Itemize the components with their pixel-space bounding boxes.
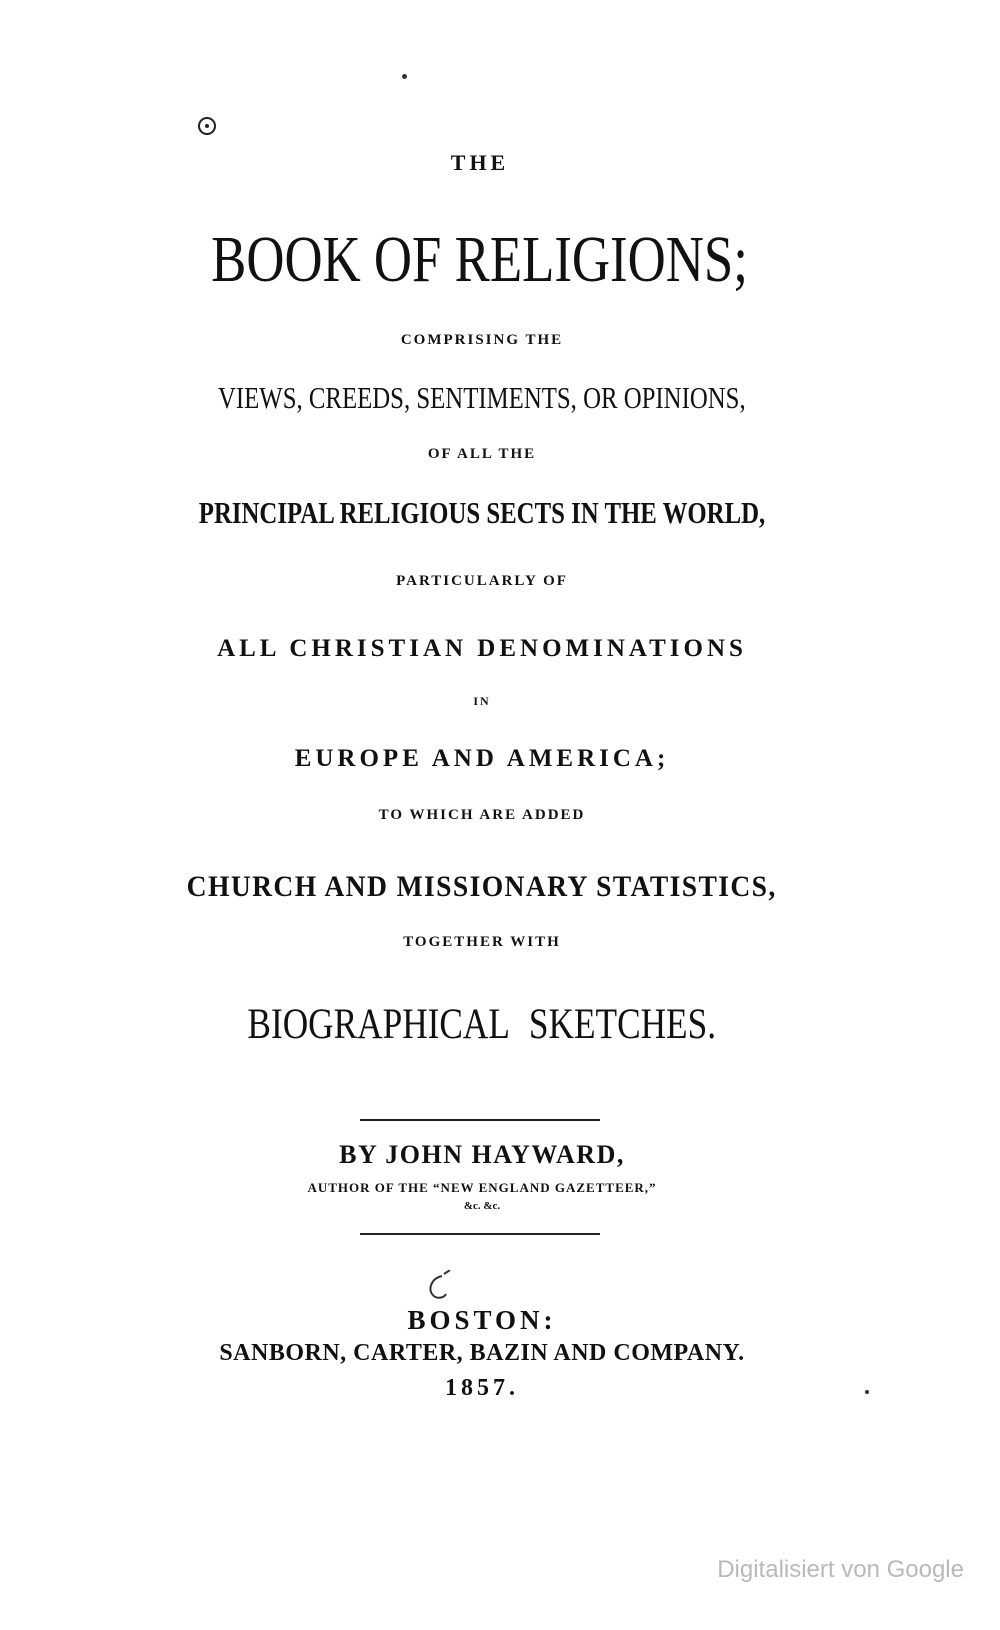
digitization-watermark: Digitalisiert von Google	[717, 1556, 964, 1583]
church-line	[0, 870, 982, 904]
handwritten-mark-icon	[420, 1270, 460, 1310]
bottom-rule	[360, 1233, 600, 1235]
ink-speck	[402, 74, 407, 79]
together-line: TOGETHER WITH	[403, 934, 561, 950]
to-which-line: TO WHICH ARE ADDED	[378, 807, 586, 823]
imprint-year: 1857.	[445, 1375, 519, 1401]
church-line-text: CHURCH AND MISSIONARY STATISTICS,	[186, 870, 778, 903]
library-stamp-icon	[197, 116, 217, 136]
of-all-line: OF ALL THE	[427, 446, 537, 462]
in-line: IN	[473, 694, 491, 708]
top-rule	[360, 1119, 600, 1121]
principal-line	[0, 495, 982, 531]
particularly-line: PARTICULARLY OF	[396, 573, 568, 589]
author-etc: &c. &c.	[463, 1200, 501, 1212]
comprising-line: COMPRISING THE	[400, 332, 564, 348]
biographical-line	[0, 1000, 982, 1049]
author-byline: BY JOHN HAYWARD,	[339, 1140, 625, 1169]
principal-line-text: PRINCIPAL RELIGIOUS SECTS IN THE WORLD,	[198, 495, 766, 530]
book-title	[0, 222, 980, 298]
book-title-text: BOOK OF RELIGIONS;	[211, 223, 749, 296]
title-the: THE	[450, 150, 510, 175]
views-line	[0, 380, 982, 416]
author-credential: AUTHOR OF THE “NEW ENGLAND GAZETTEER,”	[307, 1180, 657, 1195]
biographical-line-text: BIOGRAPHICAL SKETCHES.	[247, 1001, 717, 1048]
all-christian-line: ALL CHRISTIAN DENOMINATIONS	[217, 635, 747, 662]
views-line-text: VIEWS, CREEDS, SENTIMENTS, OR OPINIONS,	[218, 380, 746, 415]
europe-line: EUROPE AND AMERICA;	[294, 745, 670, 772]
imprint-publisher: SANBORN, CARTER, BAZIN AND COMPANY.	[219, 1340, 745, 1366]
imprint-city: BOSTON:	[407, 1305, 557, 1335]
